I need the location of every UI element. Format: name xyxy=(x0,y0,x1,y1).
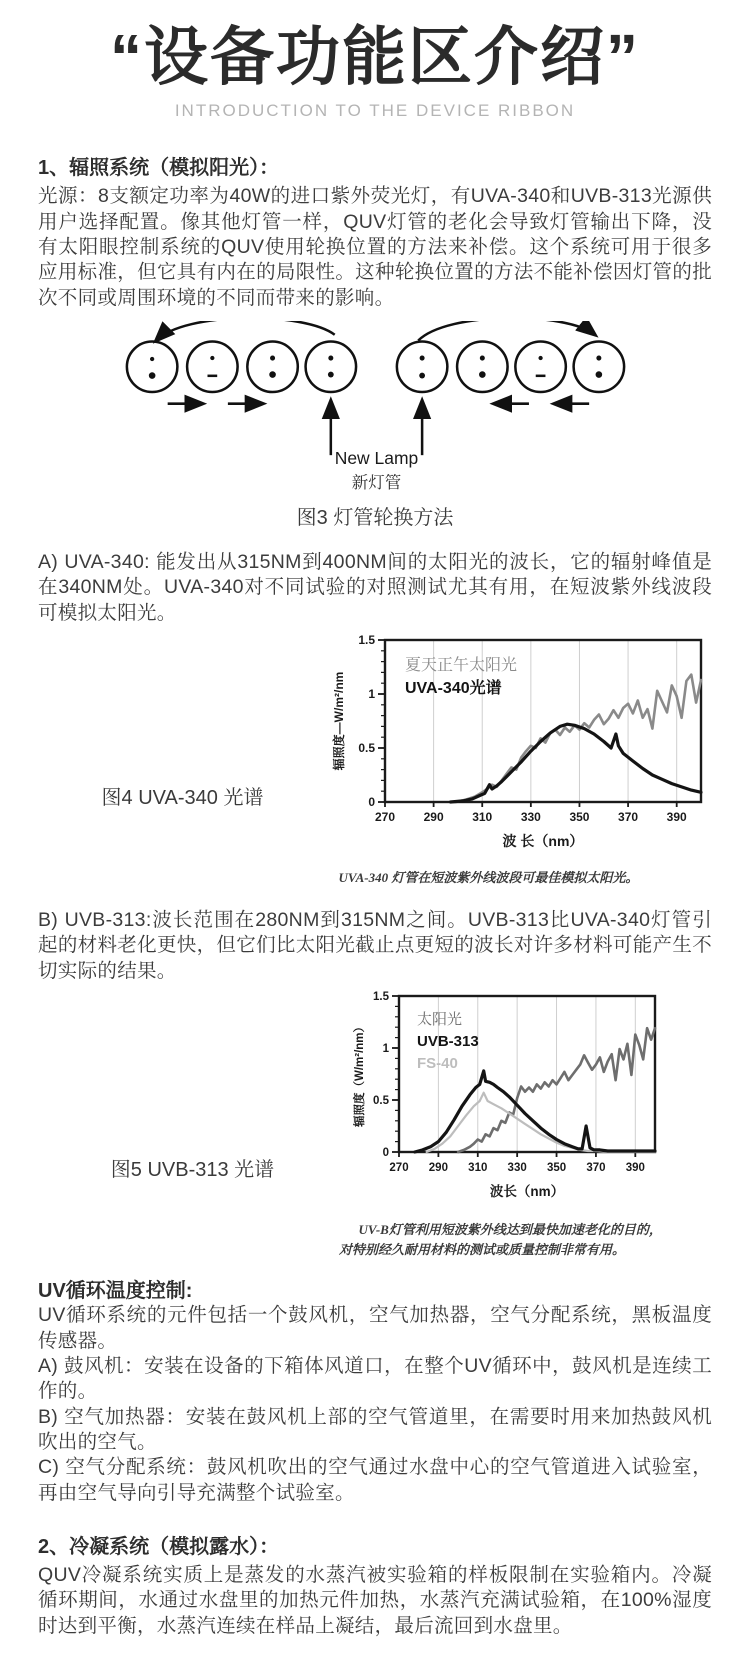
y-tick-label: 1 xyxy=(368,686,375,701)
page-title: “设备功能区介绍” xyxy=(110,21,640,93)
legend-item: 太阳光 xyxy=(417,1011,463,1029)
page-subtitle: INTRODUCTION TO THE DEVICE RIBBON xyxy=(174,101,576,121)
x-tick-label: 350 xyxy=(569,809,590,824)
section1-body: 光源：8支额定功率为40W的进口紫外荧光灯，有UVA-340和UVB-313光源供用户选择配置。像其他灯管一样，QUV灯管的老化会导致灯管输出下降，没有太阳眼控制系统的QUV使用轮换位置的方法来补偿。这个系统可用于很多应用标准，但它具有内在的局限性。这种轮换位置的方法不能补偿因灯管的批次不同或周围环境的不同而带来的影响。 xyxy=(38,185,712,309)
section2-heading: 2、冷凝系统（模拟露水）： xyxy=(38,1536,280,1559)
y-tick-label: 1.5 xyxy=(358,632,375,647)
x-axis-label: 波 长（nm） xyxy=(502,832,584,849)
x-tick-label: 310 xyxy=(472,809,493,824)
section1-heading: 1、辐照系统（模拟阳光）： xyxy=(38,157,280,180)
figure4-label: 图4 UVA-340 光谱 xyxy=(101,787,264,810)
uvb313-chart-block xyxy=(339,984,667,1260)
y-axis-label: 辐照度（W/m²/nm） xyxy=(354,1021,366,1128)
figure3-caption: 图3 灯管轮换方法 xyxy=(296,506,454,529)
uvb313-spectrum-chart xyxy=(347,984,667,1216)
figure5-label: 图5 UVB-313 光谱 xyxy=(110,1159,275,1182)
series-UVB-313 xyxy=(415,1071,655,1152)
x-tick-label: 350 xyxy=(546,1162,567,1175)
x-tick-label: 270 xyxy=(389,1162,409,1175)
legend-item: FS-40 xyxy=(417,1055,458,1073)
x-tick-label: 370 xyxy=(586,1162,606,1175)
new-lamp-label-en: New Lamp xyxy=(334,447,418,468)
figure5-row xyxy=(38,984,712,1260)
x-axis-label: 波长（nm） xyxy=(489,1184,565,1200)
uv-control-line-3: B) 空气加热器：安装在鼓风机上部的空气管道里，在需要时用来加热鼓风机吹出的空气。 xyxy=(38,1405,712,1454)
section2-body: QUV冷凝系统实质上是蒸发的水蒸汽被实验箱的样板限制在实验箱内。冷凝循环期间，水通过水盘里的加热元件加热，水蒸汽充满试验箱，在100%湿度时达到平衡，水蒸汽连续在样品上凝结，最后流回到水盘里。 xyxy=(38,1564,712,1637)
uv-control-line-2: A) 鼓风机：安装在设备的下箱体风道口，在整个UV循环中，鼓风机是连续工作的。 xyxy=(38,1355,712,1403)
x-tick-label: 290 xyxy=(423,809,444,824)
uv-control-heading: UV循环温度控制: xyxy=(38,1280,193,1303)
legend-item: 夏天正午太阳光 xyxy=(405,656,518,674)
x-tick-label: 330 xyxy=(520,809,541,824)
uv-control-line-4: C) 空气分配系统：鼓风机吹出的空气通过水盘中心的空气管道进入试验室，再由空气导向引导充满整个试验室。 xyxy=(38,1456,712,1504)
uv-control-line-1: UV循环系统的元件包括一个鼓风机，空气加热器，空气分配系统，黑板温度传感器。 xyxy=(38,1304,712,1352)
paragraph-uvb313: B) UVB-313:波长范围在280NM到315NM之间。UVB-313比UVA-340灯管引起的材料老化更快，但它们比太阳光截止点更短的波长对许多材料可能产生不切实际的结果。 xyxy=(38,909,712,982)
figure4-caption: UVA-340 灯管在短波紫外线波段可最佳模拟太阳光。 xyxy=(338,869,639,885)
x-tick-label: 290 xyxy=(428,1162,448,1175)
y-tick-label: 0 xyxy=(382,1147,389,1160)
series-UVA-340光谱 xyxy=(451,724,701,802)
y-tick-label: 0 xyxy=(368,794,375,809)
x-tick-label: 270 xyxy=(374,809,396,824)
uva340-chart-block xyxy=(327,626,712,888)
figure5-caption: UV-B灯管利用短波紫外线达到最快加速老化的目的，对特别经久耐用材料的测试或质量控制非常有用。 xyxy=(339,1222,662,1258)
x-tick-label: 390 xyxy=(625,1162,645,1175)
paragraph-uva340: A) UVA-340: 能发出从315NM到400NM间的太阳光的波长，它的辐射峰值是在340NM处。UVA-340对不同试验的对照测试尤其有用，在短波紫外线波段可模拟太阳光。 xyxy=(38,550,712,624)
new-lamp-label-zh: 新灯管 xyxy=(351,474,401,493)
lamp-rotation-diagram xyxy=(123,321,628,499)
y-tick-label: 1.5 xyxy=(373,991,389,1004)
y-tick-label: 0.5 xyxy=(358,740,375,755)
x-tick-label: 370 xyxy=(618,809,639,824)
y-axis-label: 辐照度—W/m²/nm xyxy=(332,671,346,771)
y-tick-label: 1 xyxy=(382,1043,389,1056)
lamp-rotation-figure xyxy=(38,321,712,530)
legend-item: UVB-313 xyxy=(417,1033,479,1051)
x-tick-label: 330 xyxy=(507,1162,527,1175)
y-tick-label: 0.5 xyxy=(373,1095,389,1108)
figure4-row xyxy=(38,626,712,888)
x-tick-label: 310 xyxy=(468,1162,488,1175)
uva340-spectrum-chart xyxy=(327,626,712,864)
legend-item: UVA-340光谱 xyxy=(405,679,502,697)
x-tick-label: 390 xyxy=(666,809,687,824)
series-FS-40 xyxy=(427,1093,655,1152)
